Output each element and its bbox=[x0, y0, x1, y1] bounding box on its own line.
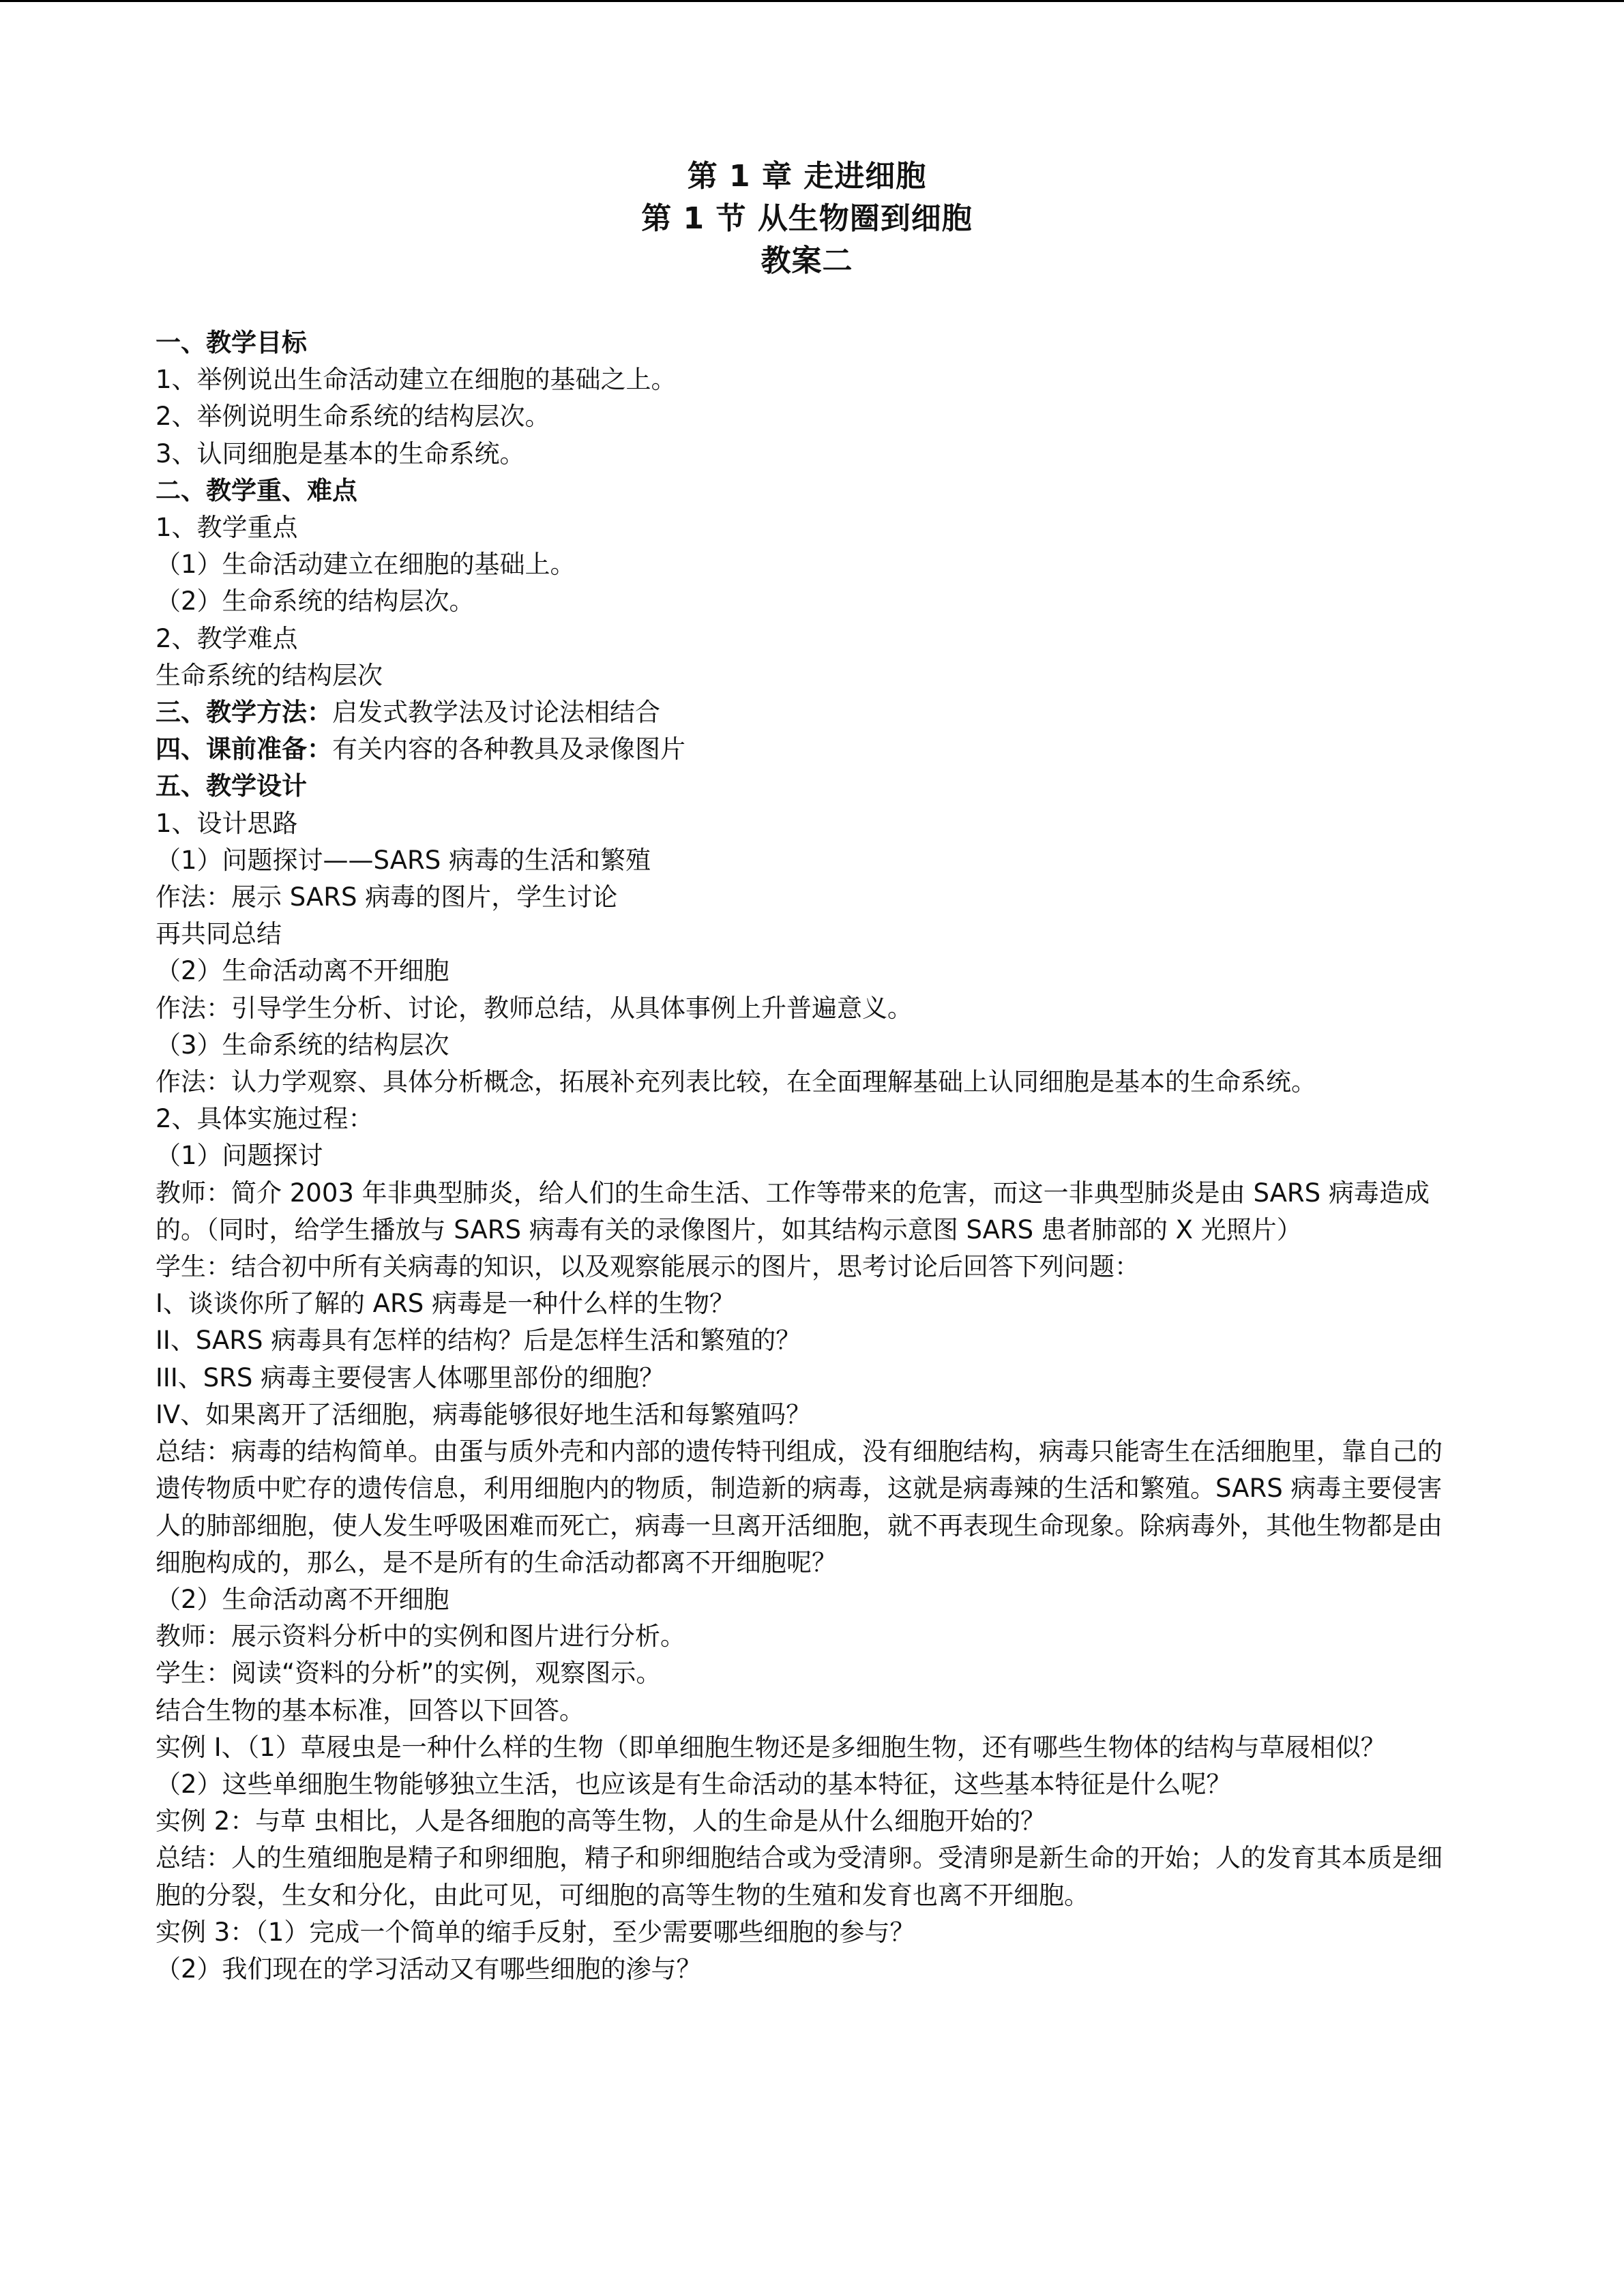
process-sub-heading: （1）问题探讨 bbox=[156, 1141, 323, 1171]
difficulty-label: 2、教学难点 bbox=[156, 623, 298, 653]
preparation-line bbox=[156, 731, 1458, 768]
teacher-paragraph: 教师：简介 2003 年非典型肺炎，给人们的生命生活、工作等带来的危害，而这一非典型肺炎是由 SARS 病毒造成的。（同时，给学生播放与 SARS 病毒有关的录像图片，如其结构示意图 SARS 患者肺部的 X 光照片） bbox=[156, 1178, 1430, 1244]
design-heading: 五、教学设计 bbox=[156, 771, 307, 801]
sub2-line: 结合生物的基本标准，回答以下回答。 bbox=[156, 1695, 585, 1725]
preparation-text: 有关内容的各种教具及录像图片 bbox=[332, 734, 685, 764]
idea-line: （3）生命系统的结构层次 bbox=[156, 1030, 449, 1060]
summary-paragraph: 总结：病毒的结构简单。由蛋与质外壳和内部的遗传特刊组成，没有细胞结构，病毒只能寄生在活细胞里，靠自己的遗传物质中贮存的遗传信息，利用细胞内的物质，制造新的病毒，这就是病毒辣的生活和繁殖。SARS 病毒主要侵害人的肺部细胞，使人发生呼吸困难而死亡，病毒一旦离开活细胞，就不再表现生命现象。除病毒外，其他生物都是由细胞构成的，那么，是不是所有的生命活动都离不开细胞呢？ bbox=[156, 1437, 1443, 1577]
chapter-title: 第 1 章 走进细胞 bbox=[687, 159, 927, 194]
focus-item: （2）生命系统的结构层次。 bbox=[156, 586, 475, 616]
example3-line: 实例 3：（1）完成一个简单的缩手反射，至少需要哪些细胞的参与？ bbox=[156, 1917, 915, 1947]
objectives-heading: 一、教学目标 bbox=[156, 328, 307, 357]
preparation-heading: 四、课前准备： bbox=[156, 734, 332, 764]
example3-question: （2）我们现在的学习活动又有哪些细胞的渗与？ bbox=[156, 1954, 702, 1984]
student-line: 学生：结合初中所有关病毒的知识，以及观察能展示的图片，思考讨论后回答下列问题： bbox=[156, 1252, 1140, 1282]
methods-line bbox=[156, 694, 1458, 731]
question-item: II、SARS 病毒具有怎样的结构？后是怎样生活和繁殖的？ bbox=[156, 1326, 801, 1356]
idea-line: （1）问题探讨——SARS 病毒的生活和繁殖 bbox=[156, 845, 651, 875]
idea-label: 1、设计思路 bbox=[156, 808, 298, 838]
document-page bbox=[156, 155, 1458, 1988]
page-top-border bbox=[0, 0, 1624, 2]
idea-paragraph: 作法：认力学观察、具体分析概念，拓展补充列表比较，在全面理解基础上认同细胞是基本的生命系统。 bbox=[156, 1067, 1316, 1097]
difficulty-text: 生命系统的结构层次 bbox=[156, 660, 383, 690]
focus-item: （1）生命活动建立在细胞的基础上。 bbox=[156, 550, 576, 580]
example1-question: （2）这些单细胞生物能够独立生活，也应该是有生命活动的基本特征，这些基本特征是什么呢？ bbox=[156, 1769, 1232, 1799]
objective-item: 2、举例说明生命系统的结构层次。 bbox=[156, 402, 550, 432]
question-item: III、SRS 病毒主要侵害人体哪里部份的细胞？ bbox=[156, 1362, 665, 1392]
example2-line: 实例 2：与草 虫相比，人是各细胞的高等生物，人的生命是从什么细胞开始的？ bbox=[156, 1806, 1046, 1836]
idea-line: （2）生命活动离不开细胞 bbox=[156, 956, 449, 986]
lesson-title: 教案二 bbox=[761, 243, 853, 278]
focus-label: 1、教学重点 bbox=[156, 513, 298, 543]
question-item: I、谈谈你所了解的 ARS 病毒是一种什么样的生物？ bbox=[156, 1289, 735, 1319]
example1-paragraph: 实例 I、（1）草屐虫是一种什么样的生物（即单细胞生物还是多细胞生物，还有哪些生物体的结构与草屐相似？ bbox=[156, 1732, 1386, 1762]
methods-heading: 三、教学方法： bbox=[156, 698, 332, 728]
idea-line: 再共同总结 bbox=[156, 919, 282, 949]
idea-line: 作法：展示 SARS 病毒的图片，学生讨论 bbox=[156, 882, 618, 912]
objective-item: 1、举例说出生命活动建立在细胞的基础之上。 bbox=[156, 365, 677, 395]
section-title: 第 1 节 从生物圈到细胞 bbox=[641, 201, 973, 236]
objective-item: 3、认同细胞是基本的生命系统。 bbox=[156, 438, 525, 468]
process-label: 2、具体实施过程： bbox=[156, 1104, 374, 1134]
sub2-line: 教师：展示资料分析中的实例和图片进行分析。 bbox=[156, 1622, 685, 1652]
methods-text: 启发式教学法及讨论法相结合 bbox=[332, 698, 660, 728]
idea-line: 作法：引导学生分析、讨论，教师总结，从具体事例上升普遍意义。 bbox=[156, 993, 913, 1023]
sub2-line: 学生：阅读“资料的分析”的实例，观察图示。 bbox=[156, 1658, 662, 1688]
title-block bbox=[156, 155, 1458, 282]
process-sub-heading: （2）生命活动离不开细胞 bbox=[156, 1584, 449, 1614]
key-points-heading: 二、教学重、难点 bbox=[156, 475, 357, 505]
example2-summary: 总结：人的生殖细胞是精子和卵细胞，精子和卵细胞结合或为受清卵。受清卵是新生命的开始；人的发育其本质是细胞的分裂，生女和分化，由此可见，可细胞的高等生物的生殖和发育也离不开细胞。 bbox=[156, 1843, 1443, 1910]
question-item: IV、如果离开了活细胞，病毒能够很好地生活和每繁殖吗？ bbox=[156, 1399, 812, 1429]
